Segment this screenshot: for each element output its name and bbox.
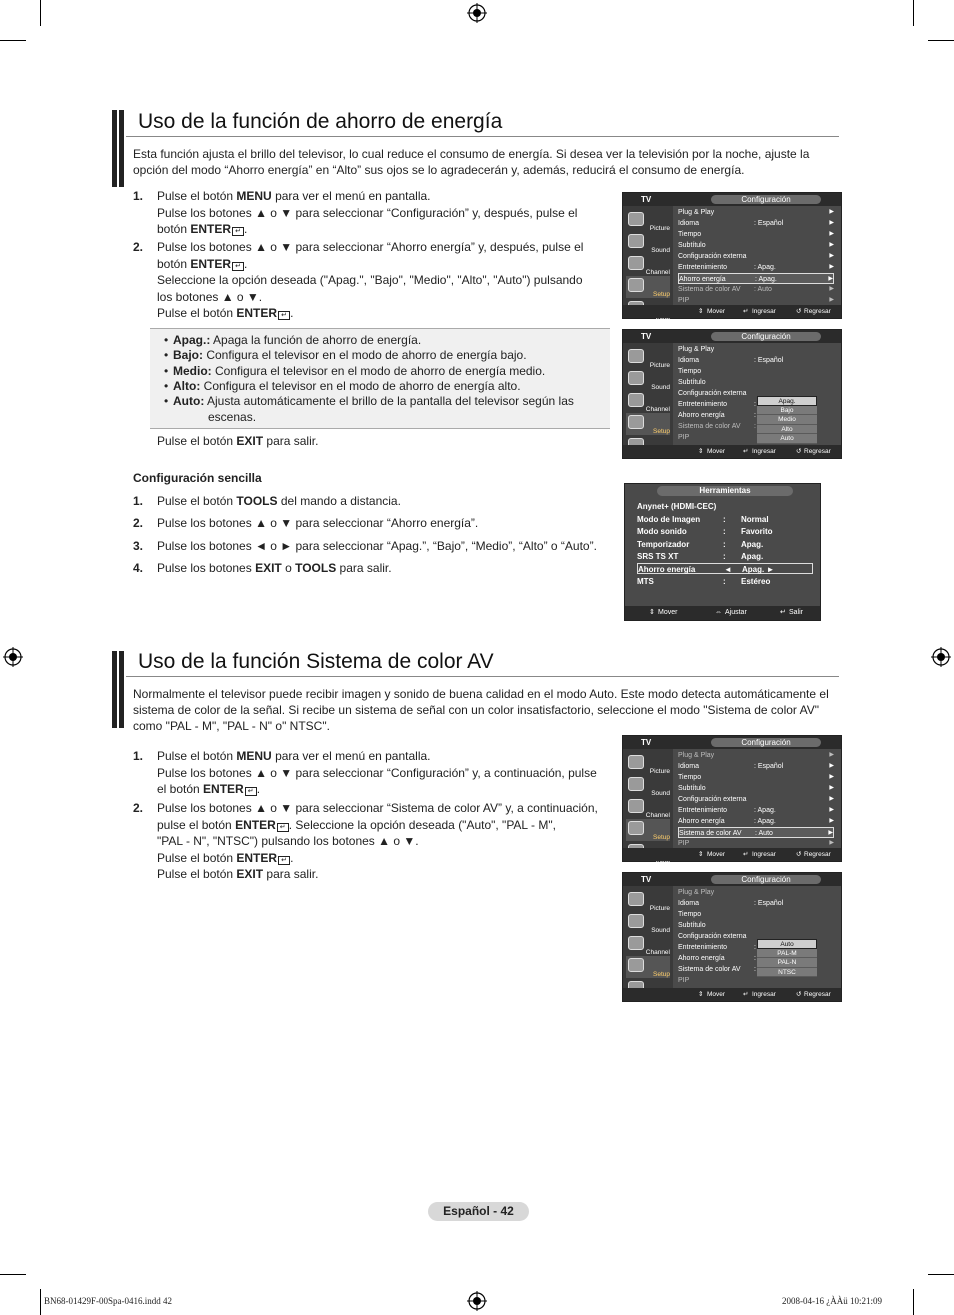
osd-row[interactable]: Configuración externa <box>678 933 747 940</box>
setup-icon <box>628 958 644 972</box>
osd-sidebar <box>623 206 673 305</box>
registration-mark-icon <box>467 3 487 23</box>
crop-mark <box>40 0 41 26</box>
osd-header <box>623 193 841 206</box>
osd-tv-label: TV <box>641 875 652 884</box>
step-1 <box>133 748 613 798</box>
osd-header <box>623 873 841 886</box>
tools-row[interactable] <box>637 526 813 537</box>
section-bar <box>119 651 124 728</box>
tools-row[interactable] <box>637 514 813 525</box>
channel-icon <box>628 936 644 950</box>
step-number: 2. <box>133 240 144 254</box>
osd-row[interactable]: Sistema de color AV : Auto ▶ <box>678 286 834 293</box>
step-line: Pulse los botones ▲ o ▼ para seleccionar “Configuración” y, a continuación, pulse <box>157 765 597 780</box>
quick-step <box>133 515 613 532</box>
step-body: Pulse los botones ▲ o ▼ para seleccionar “Ahorro energía”. <box>157 516 479 530</box>
step-number: 2. <box>133 516 144 530</box>
osd-row[interactable]: Ahorro energía : Apag. ▶ <box>678 818 834 825</box>
section-intro: Normalmente el televisor puede recibir imagen y sonido de buena calidad en el modo Auto. Este modo detecta automáticamente el sistema de color de la señal. Si recibe un sistema de señal con un color insatisfactorio, seleccione el modo "Sistema de color AV" como "PAL - M", "PAL - N" o" NTSC". <box>133 687 829 733</box>
step-body: Pulse los botones EXIT o TOOLS para salir. <box>157 561 392 575</box>
osd-menu-2 <box>622 329 842 459</box>
registration-mark-icon <box>3 647 23 667</box>
step-number: 4. <box>133 561 144 575</box>
picture-icon <box>628 755 644 769</box>
osd-row[interactable]: Subtítulo ▶ <box>678 785 834 792</box>
tools-label: SRS TS XT <box>637 552 679 561</box>
section-rule <box>126 676 839 677</box>
tools-row[interactable] <box>637 501 813 512</box>
return-icon: ↺ <box>796 308 802 315</box>
updown-icon: ⇕ <box>698 991 704 998</box>
channel-icon <box>628 393 644 407</box>
tools-label: Temporizador <box>637 540 690 549</box>
step-number: 2. <box>133 801 144 815</box>
tools-colon: : <box>723 527 726 536</box>
osd-side-channel[interactable]: Channel <box>626 391 670 413</box>
section-bar <box>112 110 117 187</box>
step-line: Pulse el botón EXIT para salir. <box>157 867 319 881</box>
tools-colon: : <box>723 540 726 549</box>
bullet-term: Alto: <box>173 379 201 393</box>
registration-mark-icon <box>931 647 951 667</box>
osd-row[interactable]: Entretenimiento : Apag. ▶ <box>678 264 834 271</box>
tools-row[interactable] <box>637 563 813 574</box>
step-line: Pulse los botones ▲ o ▼ para seleccionar “Sistema de color AV” y, a continuación, <box>157 801 598 815</box>
osd-side-channel[interactable]: Channel <box>626 797 670 819</box>
setup-icon <box>628 415 644 429</box>
footer-exit: Salir <box>789 609 804 616</box>
page-number: Español - 42 <box>428 1202 529 1221</box>
tools-row[interactable] <box>637 576 813 587</box>
bullet-item: • Medio: Configura el televisor en el modo de ahorro de energía medio. <box>164 364 546 378</box>
osd-sidebar <box>623 886 673 988</box>
sound-icon <box>628 777 644 791</box>
osd-row[interactable]: Entretenimiento : Apag. ▶ <box>678 807 834 814</box>
bullet-term: Auto: <box>173 394 205 408</box>
bullet-item: • Alto: Configura el televisor en el modo de ahorro de energía alto. <box>164 379 521 393</box>
step-body <box>157 188 613 238</box>
osd-row[interactable]: Entretenimiento : <box>678 401 756 408</box>
bullet-text: escenas. <box>208 409 257 424</box>
bullet-text: Apaga la función de ahorro de energía. <box>213 333 422 347</box>
dropdown-option[interactable]: Auto <box>757 939 817 949</box>
footer-date: 2008-04-16 ¿ÀÀü 10:21:09 <box>782 1296 882 1306</box>
osd-row[interactable]: Tiempo <box>678 368 702 375</box>
osd-side-picture[interactable]: Picture <box>626 347 670 369</box>
step-body: Pulse el botón TOOLS del mando a distancia. <box>157 494 401 508</box>
osd-dropdown <box>757 939 817 977</box>
osd-row[interactable]: Idioma : Español ▶ <box>678 763 834 770</box>
osd-header-title: Configuración <box>711 195 821 204</box>
osd-row[interactable]: Idioma : Español ▶ <box>678 220 834 227</box>
osd-row[interactable]: Subtítulo <box>678 922 706 929</box>
enter-icon: ↵ <box>743 308 749 315</box>
osd-row[interactable]: Sistema de color AV : Auto ▶ <box>678 827 834 838</box>
tools-label: Ahorro energía <box>638 565 696 574</box>
osd-side-sound[interactable]: Sound <box>626 369 670 391</box>
return-icon: ↺ <box>796 991 802 998</box>
osd-header-title: Configuración <box>711 332 821 341</box>
osd-side-channel[interactable]: Channel <box>626 254 670 276</box>
osd-footer: ⇕ Mover ↵ Ingresar ↺ Regresar <box>623 305 841 318</box>
quick-step <box>133 560 613 577</box>
osd-footer: ⇕ Mover ↵ Ingresar ↺ Regresar <box>623 445 841 458</box>
tools-value: Normal <box>741 515 769 524</box>
osd-menu-1 <box>622 192 842 319</box>
enter-icon: ↵ <box>277 823 289 832</box>
osd-side-picture[interactable]: Picture <box>626 210 670 232</box>
tools-value: Estéreo <box>741 577 771 586</box>
osd-header-title: Configuración <box>711 738 821 747</box>
step-body: Pulse los botones ◄ o ► para seleccionar “Apag.”, “Bajo”, “Medio”, “Alto” o “Auto”. <box>157 539 597 553</box>
quick-step <box>133 538 613 555</box>
osd-row[interactable]: PIP ▶ <box>678 840 834 847</box>
crop-mark <box>40 1289 41 1315</box>
osd-tv-label: TV <box>641 195 652 204</box>
osd-row[interactable]: Entretenimiento : <box>678 944 756 951</box>
osd-tv-label: TV <box>641 738 652 747</box>
step-line: el botón ENTER ↵ . <box>157 782 261 796</box>
updown-icon: ⇕ <box>698 448 704 455</box>
dropdown-option[interactable]: PAL-N <box>757 958 817 968</box>
footer-move: Mover <box>658 609 678 616</box>
osd-side-setup[interactable]: Setup <box>626 819 670 841</box>
quick-title: Configuración sencilla <box>133 471 262 485</box>
step-line: Pulse los botones ▲ o ▼ para seleccionar “Ahorro energía” y, después, pulse el <box>157 240 584 254</box>
step-number: 3. <box>133 539 144 553</box>
step-number: 1. <box>133 189 144 203</box>
channel-icon <box>628 799 644 813</box>
osd-sidebar <box>623 343 673 445</box>
step-number: 1. <box>133 749 144 763</box>
osd-row[interactable]: PIP <box>678 977 690 984</box>
osd-side-setup[interactable]: Setup <box>626 956 670 978</box>
osd-row[interactable]: PIP <box>678 434 690 441</box>
tools-label: Modo sonido <box>637 527 687 536</box>
osd-row[interactable]: Idioma : Español <box>678 900 784 907</box>
tools-value: Apag. <box>741 552 764 561</box>
step-line: Pulse el botón MENU para ver el menú en pantalla. <box>157 189 431 203</box>
osd-row[interactable]: Ahorro energía : Apag. ▶ <box>678 273 834 284</box>
osd-menu-3 <box>622 735 842 862</box>
dropdown-option[interactable]: NTSC <box>757 968 817 978</box>
dropdown-option[interactable]: Medio <box>757 415 817 425</box>
osd-row[interactable]: Subtítulo <box>678 379 706 386</box>
step-body <box>157 748 613 798</box>
osd-side-picture[interactable]: Picture <box>626 753 670 775</box>
osd-row[interactable]: PIP ▶ <box>678 297 834 304</box>
osd-side-setup[interactable]: Setup <box>626 276 670 298</box>
step-line: Pulse el botón MENU para ver el menú en pantalla. <box>157 749 431 763</box>
enter-icon: ↵ <box>278 856 290 865</box>
bullet-text: Configura el televisor en el modo de ahorro de energía medio. <box>215 364 546 378</box>
enter-icon: ↵ <box>232 262 244 271</box>
updown-icon: ⇕ <box>698 851 704 858</box>
osd-header <box>623 330 841 343</box>
tools-colon: : <box>723 552 726 561</box>
osd-side-picture[interactable]: Picture <box>626 890 670 912</box>
osd-side-sound[interactable]: Sound <box>626 912 670 934</box>
tools-header: Herramientas <box>657 486 793 496</box>
osd-row[interactable]: Idioma : Español <box>678 357 784 364</box>
bullet-item: • Auto: Ajusta automáticamente el brillo de la pantalla del televisor según las escenas. <box>164 394 574 424</box>
osd-row[interactable]: Tiempo <box>678 911 702 918</box>
osd-row[interactable]: Tiempo ▶ <box>678 774 834 781</box>
osd-row[interactable]: Configuración externa ▶ <box>678 253 834 260</box>
osd-side-channel[interactable]: Channel <box>626 934 670 956</box>
dropdown-option[interactable]: PAL-M <box>757 949 817 959</box>
exit-line <box>133 433 613 450</box>
footer-file: BN68-01429F-00Spa-0416.indd 42 <box>44 1296 172 1306</box>
osd-row[interactable]: Subtítulo ▶ <box>678 242 834 249</box>
picture-icon <box>628 892 644 906</box>
osd-tv-label: TV <box>641 332 652 341</box>
tools-menu <box>624 483 821 621</box>
tools-label: MTS <box>637 577 654 586</box>
osd-header <box>623 736 841 749</box>
bullet-item: • Bajo: Configura el televisor en el modo de ahorro de energía bajo. <box>164 348 527 362</box>
osd-row[interactable]: Plug & Play ▶ <box>678 209 834 216</box>
step-line: "PAL - N", "NTSC") pulsando los botones ▲ o ▼. <box>157 834 419 848</box>
osd-side-sound[interactable]: Sound <box>626 775 670 797</box>
enter-icon: ↵ <box>743 448 749 455</box>
enter-icon: ↵ <box>743 851 749 858</box>
step-body <box>157 239 613 322</box>
footer-adjust: Ajustar <box>725 609 747 616</box>
tools-label: Modo de Imagen <box>637 515 701 524</box>
exit-text: Pulse el botón EXIT para salir. <box>157 434 319 448</box>
bullet-item: • Apag.: Apaga la función de ahorro de energía. <box>164 333 422 347</box>
picture-icon <box>628 212 644 226</box>
osd-row[interactable]: Configuración externa ▶ <box>678 796 834 803</box>
dropdown-option[interactable]: Auto <box>757 434 817 444</box>
exit-icon: ↵ <box>780 609 786 616</box>
enter-icon: ↵ <box>232 227 244 236</box>
step-line: pulse el botón ENTER ↵ . Seleccione la opción deseada ("Auto", "PAL - M", <box>157 817 556 832</box>
osd-dropdown <box>757 396 817 444</box>
setup-icon <box>628 821 644 835</box>
updown-icon: ⇕ <box>649 609 655 616</box>
osd-row[interactable]: Ahorro energía : <box>678 955 756 962</box>
tools-row[interactable] <box>637 539 813 550</box>
step-body <box>157 800 613 883</box>
tools-label: Anynet+ (HDMI-CEC) <box>637 502 717 511</box>
osd-row[interactable]: Sistema de color AV : <box>678 423 756 430</box>
step-line: botón ENTER ↵ . <box>157 256 248 271</box>
step-1 <box>133 188 613 238</box>
tools-value: Apag. ► <box>742 565 775 574</box>
section-title: Uso de la función de ahorro de energía <box>138 110 503 133</box>
sound-icon <box>628 371 644 385</box>
step-line: Pulse el botón ENTER ↵ . <box>157 306 294 320</box>
tools-value: Apag. <box>741 540 764 549</box>
bullet-term: Bajo: <box>173 348 203 362</box>
osd-row[interactable]: Sistema de color AV : <box>678 966 756 973</box>
sound-icon <box>628 234 644 248</box>
dropdown-option[interactable]: Bajo <box>757 406 817 416</box>
channel-icon <box>628 256 644 270</box>
osd-row[interactable]: Plug & Play <box>678 889 715 896</box>
osd-row[interactable]: Plug & Play ▶ <box>678 752 834 759</box>
section-rule <box>126 136 839 137</box>
osd-row[interactable]: Tiempo ▶ <box>678 231 834 238</box>
tools-value: Favorito <box>741 527 773 536</box>
bullet-term: Medio: <box>173 364 212 378</box>
osd-footer: ⇕ Mover ↵ Ingresar ↺ Regresar <box>623 848 841 861</box>
enter-icon: ↵ <box>278 311 290 320</box>
osd-row[interactable]: Ahorro energía : <box>678 412 756 419</box>
section-title: Uso de la función Sistema de color AV <box>138 650 494 673</box>
return-icon: ↺ <box>796 448 802 455</box>
section-bar <box>119 110 124 187</box>
step-line: Pulse los botones ▲ o ▼ para seleccionar “Configuración” y, después, pulse el <box>157 205 578 220</box>
step-number: 1. <box>133 494 144 508</box>
step-line: los botones ▲ o ▼. <box>157 289 263 304</box>
osd-side-setup[interactable]: Setup <box>626 413 670 435</box>
updown-icon: ⇕ <box>698 308 704 315</box>
tools-row[interactable] <box>637 551 813 562</box>
step-2 <box>133 239 613 322</box>
osd-sidebar <box>623 749 673 848</box>
step-line: Seleccione la opción deseada ("Apag.", "Bajo", "Medio", "Alto", "Auto") pulsando <box>157 273 583 287</box>
osd-side-sound[interactable]: Sound <box>626 232 670 254</box>
leftright-icon: ⇔ <box>715 609 722 616</box>
tools-colon: : <box>723 577 726 586</box>
crop-mark <box>913 1289 914 1315</box>
osd-menu-4 <box>622 872 842 1002</box>
registration-mark-icon <box>467 1291 487 1311</box>
dropdown-option[interactable]: Apag. <box>757 396 817 406</box>
setup-icon <box>628 278 644 292</box>
crop-mark <box>928 40 954 41</box>
enter-icon: ↵ <box>743 991 749 998</box>
return-icon: ↺ <box>796 851 802 858</box>
step-line: Pulse el botón ENTER ↵ . <box>157 850 294 865</box>
tools-colon: ◄ <box>724 565 732 574</box>
bullet-text: Configura el televisor en el modo de ahorro de energía bajo. <box>206 348 527 362</box>
picture-icon <box>628 349 644 363</box>
crop-mark <box>0 1274 26 1275</box>
tools-colon: : <box>723 515 726 524</box>
crop-mark <box>928 1274 954 1275</box>
section-bar <box>112 651 117 728</box>
osd-footer: ⇕ Mover ↵ Ingresar ↺ Regresar <box>623 988 841 1001</box>
tools-footer <box>625 606 820 620</box>
section-intro: Esta función ajusta el brillo del televisor, lo cual reduce el consumo de energía. Si desea ver la televisión por la noche, ajuste la opción del modo “Ahorro energía” en “Alto” sus ojos se lo agradecerán y, además, reducirá el consumo de energía. <box>133 147 810 177</box>
dropdown-option[interactable]: Alto <box>757 425 817 435</box>
step-line: botón ENTER ↵ . <box>157 222 248 236</box>
quick-step <box>133 493 613 510</box>
osd-row[interactable]: Configuración externa <box>678 390 747 397</box>
sound-icon <box>628 914 644 928</box>
osd-header-title: Configuración <box>711 875 821 884</box>
step-2 <box>133 800 613 883</box>
crop-mark <box>0 40 26 41</box>
bullet-text: Ajusta automáticamente el brillo de la pantalla del televisor según las <box>207 394 574 408</box>
enter-icon: ↵ <box>245 787 257 796</box>
crop-mark <box>913 0 914 26</box>
osd-row[interactable]: Plug & Play <box>678 346 715 353</box>
bullet-term: Apag.: <box>173 333 211 347</box>
bullet-text: Configura el televisor en el modo de ahorro de energía alto. <box>203 379 521 393</box>
